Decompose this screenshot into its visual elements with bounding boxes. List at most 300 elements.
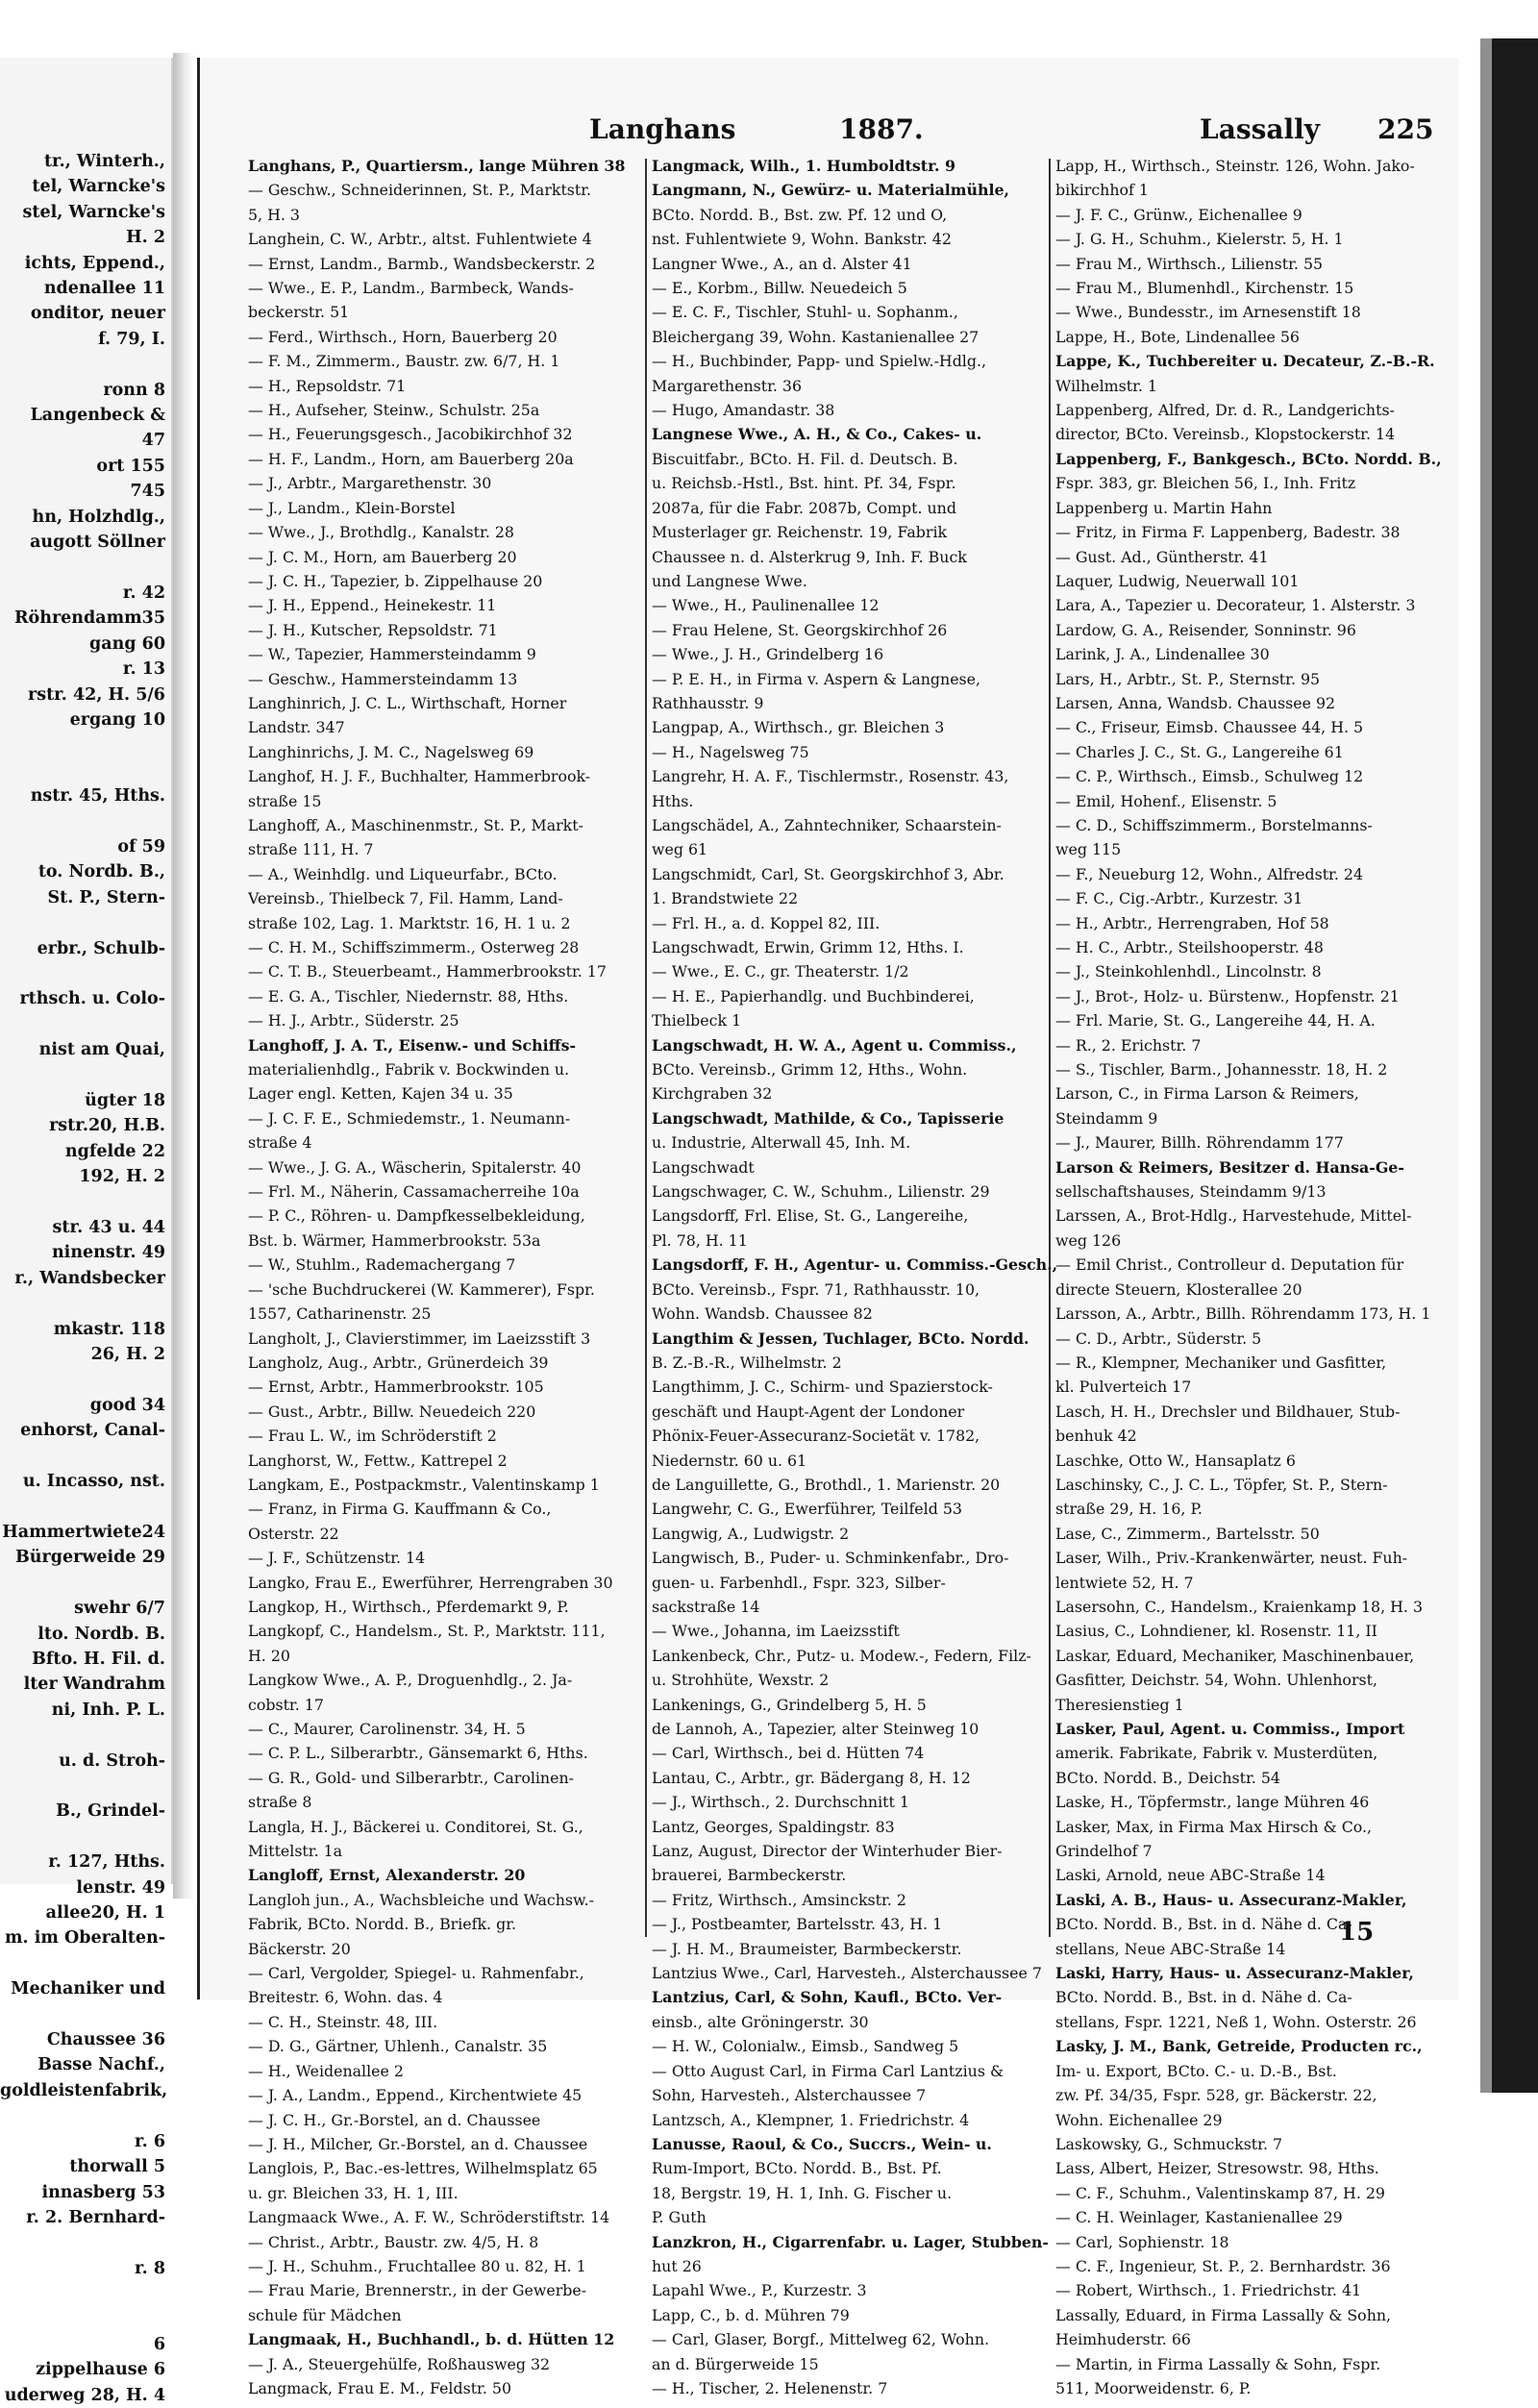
directory-entry: Bst. b. Wärmer, Hammerbrookstr. 53a xyxy=(248,1230,541,1250)
directory-entry: Langlois, P., Bac.-es-lettres, Wilhelmsplatz 65 xyxy=(248,2159,598,2178)
previous-page-line xyxy=(0,352,165,377)
directory-entry: materialienhdlg., Fabrik v. Bockwinden u. xyxy=(248,1060,570,1080)
directory-entry: Langwehr, C. G., Ewerführer, Teilfeld 53 xyxy=(652,1500,962,1519)
directory-entry: Langschmidt, Carl, St. Georgskirchhof 3, Abr. xyxy=(652,864,1005,883)
directory-entry: Laske, H., Töpfermstr., lange Mühren 46 xyxy=(1055,1793,1370,1812)
previous-page-line xyxy=(0,1825,165,1849)
directory-entry: Mittelstr. 1a xyxy=(248,1842,343,1861)
previous-page-line: Chaussee 36 xyxy=(46,2030,165,2050)
directory-entry: Langkow Wwe., A. P., Droguenhdlg., 2. Ja- xyxy=(248,1671,573,1690)
directory-entry: — Frl. Marie, St. G., Langereihe 44, H. A. xyxy=(1055,1011,1376,1030)
directory-entry: — J., Arbtr., Margarethenstr. 30 xyxy=(248,474,492,493)
directory-entry: Langhorst, W., Fettw., Kattrepel 2 xyxy=(248,1451,508,1470)
directory-entry: Laskowsky, G., Schmuckstr. 7 xyxy=(1055,2134,1283,2153)
directory-entry: — J. G. H., Schuhm., Kielerstr. 5, H. 1 xyxy=(1055,230,1344,249)
directory-entry: Larsen, Anna, Wandsb. Chaussee 92 xyxy=(1055,693,1336,712)
previous-page-line: lto. Nordb. B. xyxy=(37,1624,165,1644)
previous-page-line xyxy=(0,1368,165,1393)
directory-entry: Langmann, N., Gewürz- u. Materialmühle, xyxy=(652,181,1010,200)
previous-page-line: ergang 10 xyxy=(69,709,165,730)
previous-page-line: uderweg 28, H. 4 xyxy=(4,2385,165,2405)
directory-entry: 1. Brandstwiete 22 xyxy=(652,889,799,908)
previous-page-line xyxy=(0,2230,165,2255)
directory-entry: Rathhausstr. 9 xyxy=(652,693,764,712)
directory-entry: — J., Postbeamter, Bartelsstr. 43, H. 1 xyxy=(652,1915,943,1934)
previous-page-line: ronn 8 xyxy=(103,380,165,400)
directory-entry: Langschwadt xyxy=(652,1157,755,1177)
directory-entry: Steindamm 9 xyxy=(1055,1108,1158,1128)
previous-page-line: tr., Winterh., xyxy=(43,152,165,171)
previous-page-line: tel, Warncke's xyxy=(32,177,165,197)
directory-entry: Langthim & Jessen, Tuchlager, BCto. Nordd. xyxy=(652,1328,1029,1348)
previous-page-line: goldleistenfabrik, xyxy=(0,2080,168,2100)
directory-entry: — J. A., Steuergehülfe, Roßhausweg 32 xyxy=(248,2354,551,2373)
previous-page-line: str. 43 u. 44 xyxy=(52,1218,165,1238)
directory-entry: Hths. xyxy=(652,791,694,810)
previous-page-line: ichts, Eppend., xyxy=(24,253,165,273)
directory-entry: Lappenberg, F., Bankgesch., BCto. Nordd. B., xyxy=(1055,449,1442,468)
directory-entry: Margarethenstr. 36 xyxy=(652,376,803,395)
previous-page-line: ni, Inh. P. L. xyxy=(51,1700,165,1720)
previous-page-line xyxy=(0,1190,165,1215)
previous-page-line xyxy=(0,1444,165,1469)
directory-entry: — Otto August Carl, in Firma Carl Lantzius & xyxy=(652,2061,1005,2080)
previous-page-line: ügter 18 xyxy=(85,1091,165,1111)
directory-entry: Laschinsky, C., J. C. L., Töpfer, St. P., Stern- xyxy=(1055,1475,1388,1494)
directory-entry: — H., Weidenallee 2 xyxy=(248,2061,404,2080)
directory-entry: Langthimm, J. C., Schirm- und Spazierstock- xyxy=(652,1378,993,1397)
directory-entry: Langschädel, A., Zahntechniker, Schaarstein- xyxy=(652,815,1002,834)
directory-entry: — C. H. M., Schiffszimmerm., Osterweg 28 xyxy=(248,938,580,956)
directory-entry: Bäckerstr. 20 xyxy=(248,1939,351,1958)
directory-entry: 5, H. 3 xyxy=(248,205,300,224)
directory-entry: — H., Nagelsweg 75 xyxy=(652,742,809,761)
directory-entry: Lappenberg u. Martin Hahn xyxy=(1055,498,1273,517)
directory-column-1 xyxy=(248,154,652,2400)
directory-entry: Niedernstr. 60 u. 61 xyxy=(652,1451,807,1470)
directory-entry: — Frau M., Wirthsch., Lilienstr. 55 xyxy=(1055,254,1324,273)
directory-entry: cobstr. 17 xyxy=(248,1695,324,1714)
directory-entry: sellschaftshauses, Steindamm 9/13 xyxy=(1055,1182,1327,1202)
directory-entry: Lapp, C., b. d. Mühren 79 xyxy=(652,2305,850,2324)
directory-entry: — Frau Marie, Brennerstr., in der Gewerbe- xyxy=(248,2281,587,2300)
directory-entry: H. 20 xyxy=(248,1646,290,1665)
directory-entry: u. Reichsb.-Hstl., Bst. hint. Pf. 34, Fspr. xyxy=(652,474,956,493)
previous-page-line: nstr. 45, Hths. xyxy=(30,786,165,807)
directory-entry: de Lannoh, A., Tapezier, alter Steinweg 10 xyxy=(652,1720,980,1738)
directory-entry: Lasker, Paul, Agent. u. Commiss., Import xyxy=(1055,1720,1405,1738)
previous-page-line xyxy=(0,1495,165,1520)
directory-entry: Larink, J. A., Lindenallee 30 xyxy=(1055,645,1270,664)
directory-entry: Laski, Harry, Haus- u. Assecuranz-Makler, xyxy=(1055,1964,1414,1983)
previous-page-line: 192, H. 2 xyxy=(79,1167,165,1187)
directory-entry: Lantzius Wwe., Carl, Harvesteh., Alsterchaussee 7 xyxy=(652,1964,1042,1983)
directory-entry: — C. P., Wirthsch., Eimsb., Schulweg 12 xyxy=(1055,767,1364,786)
directory-entry: — Ernst, Arbtr., Hammerbrookstr. 105 xyxy=(248,1378,544,1397)
previous-page-line: u. d. Stroh- xyxy=(59,1750,165,1771)
directory-entry: Pl. 78, H. 11 xyxy=(652,1230,748,1250)
previous-page-line xyxy=(0,1012,165,1037)
directory-entry: — Fritz, in Firma F. Lappenberg, Badestr. 38 xyxy=(1055,523,1401,542)
directory-entry: Larssen, A., Brot-Hdlg., Harvestehude, Mittel- xyxy=(1055,1206,1412,1226)
directory-column-2 xyxy=(652,154,1058,2400)
header-right-catchword: Lassally xyxy=(1200,113,1321,145)
directory-entry: — Emil, Hohenf., Elisenstr. 5 xyxy=(1055,791,1278,810)
previous-page-line: Bürgerweide 29 xyxy=(15,1548,165,1568)
previous-page-line: r. 127, Hths. xyxy=(48,1852,165,1873)
directory-entry: — E. C. F., Tischler, Stuhl- u. Sophanm., xyxy=(652,303,958,322)
directory-entry: schule für Mädchen xyxy=(248,2305,402,2324)
previous-page-text xyxy=(0,149,168,2408)
directory-entry: Lass, Albert, Heizer, Stresowstr. 98, Hths. xyxy=(1055,2159,1379,2178)
directory-entry: — J. H. M., Braumeister, Barmbeckerstr. xyxy=(652,1939,962,1958)
directory-entry: — P. C., Röhren- u. Dampfkesselbekleidung, xyxy=(248,1206,585,1226)
directory-entry: Langhans, P., Quartiersm., lange Mühren 38 xyxy=(248,157,626,175)
directory-entry: director, BCto. Vereinsb., Klopstockerstr. 14 xyxy=(1055,425,1396,444)
previous-page-line: r. 42 xyxy=(122,583,165,603)
directory-entry: — Emil Christ., Controlleur d. Deputation für xyxy=(1055,1255,1404,1275)
directory-entry: Theresienstieg 1 xyxy=(1055,1695,1184,1714)
directory-entry: Langhoff, A., Maschinenmstr., St. P., Markt- xyxy=(248,815,583,834)
directory-entry: Langhoff, J. A. T., Eisenw.- und Schiffs- xyxy=(248,1035,577,1055)
previous-page-line: stel, Warncke's xyxy=(22,202,165,222)
previous-page-line: lter Wandrahm xyxy=(23,1675,165,1695)
directory-entry: — F. C., Cig.-Arbtr., Kurzestr. 31 xyxy=(1055,889,1303,908)
scan-border xyxy=(1480,38,1538,2093)
directory-entry: Thielbeck 1 xyxy=(652,1011,742,1030)
directory-entry: — Robert, Wirthsch., 1. Friedrichstr. 41 xyxy=(1055,2281,1362,2300)
directory-entry: brauerei, Barmbeckerstr. xyxy=(652,1866,847,1885)
directory-entry: beckerstr. 51 xyxy=(248,303,350,322)
directory-entry: — Frau Helene, St. Georgskirchhof 26 xyxy=(652,620,948,639)
directory-entry: Rum-Import, BCto. Nordd. B., Bst. Pf. xyxy=(652,2159,942,2178)
previous-page-line: m. im Oberalten- xyxy=(5,1928,165,1949)
previous-page-line: hn, Holzhdlg., xyxy=(32,507,165,527)
directory-entry: Biscuitfabr., BCto. H. Fil. d. Deutsch. B. xyxy=(652,449,958,468)
directory-entry: — J., Steinkohlenhdl., Lincolnstr. 8 xyxy=(1055,962,1322,981)
directory-entry: Langmack, Frau E. M., Feldstr. 50 xyxy=(248,2378,512,2397)
directory-entry: Lasch, H. H., Drechsler und Bildhauer, Stub- xyxy=(1055,1402,1401,1421)
directory-entry: Langwisch, B., Puder- u. Schminkenfabr., Dro- xyxy=(652,1549,1009,1568)
directory-entry: — J., Maurer, Billh. Röhrendamm 177 xyxy=(1055,1133,1344,1153)
directory-entry: Wohn. Wandsb. Chaussee 82 xyxy=(652,1304,873,1324)
directory-entry: — P. E. H., in Firma v. Aspern & Langnese, xyxy=(652,669,981,688)
directory-entry: Lappe, K., Tuchbereiter u. Decateur, Z.-B.-R. xyxy=(1055,352,1435,371)
directory-entry: Langsdorff, F. H., Agentur- u. Commiss.-Gesch., xyxy=(652,1255,1058,1275)
directory-entry: Langloff, Ernst, Alexanderstr. 20 xyxy=(248,1866,526,1885)
directory-entry: straße 8 xyxy=(248,1793,312,1812)
directory-entry: — Franz, in Firma G. Kauffmann & Co., xyxy=(248,1500,552,1519)
directory-entry: — J. A., Landm., Eppend., Kirchentwiete 45 xyxy=(248,2086,583,2105)
previous-page-line: thorwall 5 xyxy=(69,2157,165,2177)
directory-entry: Langko, Frau E., Ewerführer, Herrengraben 30 xyxy=(248,1573,613,1592)
previous-page-line: Mechaniker und xyxy=(11,1979,165,1999)
folio-signature: 15 xyxy=(1339,1918,1375,1947)
directory-entry: — Geschw., Schneiderinnen, St. P., Marktstr. xyxy=(248,181,592,200)
directory-entry: Lappe, H., Bote, Lindenallee 56 xyxy=(1055,327,1300,346)
directory-entry: Lanusse, Raoul, & Co., Succrs., Wein- u. xyxy=(652,2134,992,2153)
directory-entry: — Wwe., H., Paulinenallee 12 xyxy=(652,596,880,615)
directory-entry: — J., Wirthsch., 2. Durchschnitt 1 xyxy=(652,1793,909,1812)
directory-entry: Langnese Wwe., A. H., & Co., Cakes- u. xyxy=(652,425,982,444)
directory-entry: — Carl, Glaser, Borgf., Mittelweg 62, Wohn. xyxy=(652,2330,990,2349)
directory-entry: kl. Pulverteich 17 xyxy=(1055,1378,1192,1397)
directory-entry: — Wwe., J. G. A., Wäscherin, Spitalerstr. 40 xyxy=(248,1157,582,1177)
directory-entry: — J., Brot-, Holz- u. Bürstenw., Hopfenstr. 21 xyxy=(1055,986,1400,1005)
directory-entry: Larson & Reimers, Besitzer d. Hansa-Ge- xyxy=(1055,1157,1404,1177)
directory-entry: — R., 2. Erichstr. 7 xyxy=(1055,1035,1202,1055)
directory-entry: stellans, Neue ABC-Straße 14 xyxy=(1055,1939,1286,1958)
directory-entry: — H., Tischer, 2. Helenenstr. 7 xyxy=(652,2378,888,2397)
directory-entry: — Charles J. C., St. G., Langereihe 61 xyxy=(1055,742,1344,761)
directory-entry: hut 26 xyxy=(652,2256,702,2275)
directory-entry: straße 15 xyxy=(248,791,322,810)
previous-page-line: gang 60 xyxy=(89,633,165,654)
directory-entry: Chaussee n. d. Alsterkrug 9, Inh. F. Buck xyxy=(652,547,967,566)
directory-entry: — R., Klempner, Mechaniker und Gasfitter, xyxy=(1055,1353,1387,1372)
directory-entry: Wilhelmstr. 1 xyxy=(1055,376,1157,395)
directory-entry: Heimhuderstr. 66 xyxy=(1055,2330,1191,2349)
previous-page-line: B., Grindel- xyxy=(56,1801,165,1822)
directory-entry: — D. G., Gärtner, Uhlenh., Canalstr. 35 xyxy=(248,2037,548,2056)
previous-page-line: rstr.20, H.B. xyxy=(49,1116,165,1136)
previous-page-line xyxy=(0,961,165,986)
directory-entry: — Carl, Vergolder, Spiegel- u. Rahmenfabr., xyxy=(248,1964,584,1983)
directory-entry: Langholz, Aug., Arbtr., Grünerdeich 39 xyxy=(248,1353,549,1372)
directory-entry: Lasersohn, C., Handelsm., Kraienkamp 18, H. 3 xyxy=(1055,1597,1424,1616)
previous-page-line: Bfto. H. Fil. d. xyxy=(32,1649,165,1669)
directory-entry: Fspr. 383, gr. Bleichen 56, I., Inh. Fritz xyxy=(1055,474,1356,493)
directory-entry: Lasky, J. M., Bank, Getreide, Producten rc., xyxy=(1055,2037,1423,2056)
previous-page-line: rstr. 42, H. 5/6 xyxy=(28,684,165,705)
previous-page-line: allee20, H. 1 xyxy=(45,1903,165,1924)
running-header xyxy=(234,113,1434,152)
directory-entry: BCto. Vereinsb., Fspr. 71, Rathhausstr. 10, xyxy=(652,1279,980,1299)
directory-entry: lentwiete 52, H. 7 xyxy=(1055,1573,1194,1592)
directory-entry: Osterstr. 22 xyxy=(248,1524,339,1543)
previous-page-line: onditor, neuer xyxy=(30,304,165,324)
directory-entry: — F., Neueburg 12, Wohn., Alfredstr. 24 xyxy=(1055,864,1364,883)
directory-entry: — Carl, Wirthsch., bei d. Hütten 74 xyxy=(652,1744,925,1763)
directory-entry: Lara, A., Tapezier u. Decorateur, 1. Alsterstr. 3 xyxy=(1055,596,1416,615)
directory-entry: — Wwe., E. P., Landm., Barmbeck, Wands- xyxy=(248,279,574,298)
directory-entry: Langmaack Wwe., A. F. W., Schröderstiftstr. 14 xyxy=(248,2208,610,2227)
directory-entry: Lapahl Wwe., P., Kurzestr. 3 xyxy=(652,2281,867,2300)
directory-entry: B. Z.-B.-R., Wilhelmstr. 2 xyxy=(652,1353,842,1372)
previous-page-line: ort 155 xyxy=(96,456,165,476)
directory-entry: Lasker, Max, in Firma Max Hirsch & Co., xyxy=(1055,1817,1373,1836)
directory-entry: — H. F., Landm., Horn, am Bauerberg 20a xyxy=(248,449,574,468)
directory-entry: — W., Stuhlm., Rademachergang 7 xyxy=(248,1255,516,1275)
directory-entry: — Wwe., Johanna, im Laeizsstift xyxy=(652,1622,900,1641)
directory-entry: — J. H., Kutscher, Repsoldstr. 71 xyxy=(248,620,498,639)
directory-entry: Langschwadt, Mathilde, & Co., Tapisserie xyxy=(652,1108,1005,1128)
previous-page-line: St. P., Stern- xyxy=(47,887,165,907)
directory-entry: — Wwe., J. H., Grindelberg 16 xyxy=(652,645,884,664)
directory-entry: nst. Fuhlentwiete 9, Wohn. Bankstr. 42 xyxy=(652,230,952,249)
previous-page-line: innasberg 53 xyxy=(41,2182,165,2202)
directory-entry: Langschwager, C. W., Schuhm., Lilienstr. 29 xyxy=(652,1182,990,1202)
directory-column-3 xyxy=(1055,154,1459,2400)
directory-entry: bikirchhof 1 xyxy=(1055,181,1149,200)
directory-entry: — C. F., Schuhm., Valentinskamp 87, H. 29 xyxy=(1055,2183,1385,2202)
directory-entry: Musterlager gr. Reichenstr. 19, Fabrik xyxy=(652,523,948,542)
directory-entry: Laski, Arnold, neue ABC-Straße 14 xyxy=(1055,1866,1326,1885)
directory-entry: Langkam, E., Postpackmstr., Valentinskamp 1 xyxy=(248,1475,600,1494)
directory-entry: BCto. Vereinsb., Grimm 12, Hths., Wohn. xyxy=(652,1060,968,1080)
directory-entry: Lars, H., Arbtr., St. P., Sternstr. 95 xyxy=(1055,669,1321,688)
directory-entry: Larson, C., in Firma Larson & Reimers, xyxy=(1055,1084,1359,1104)
previous-page-line: nist am Quai, xyxy=(38,1040,165,1060)
directory-entry: — Gust. Ad., Güntherstr. 41 xyxy=(1055,547,1269,566)
directory-entry: — Frau M., Blumenhdl., Kirchenstr. 15 xyxy=(1055,279,1354,298)
directory-entry: — Frau L. W., im Schröderstift 2 xyxy=(248,1427,497,1446)
previous-page-line: r. 8 xyxy=(135,2258,165,2278)
directory-entry: Lapp, H., Wirthsch., Steinstr. 126, Wohn. Jako- xyxy=(1055,157,1415,175)
previous-page-line xyxy=(0,910,165,935)
previous-page-line: Hammertwiete24 xyxy=(2,1522,165,1542)
directory-entry: BCto. Nordd. B., Bst. in d. Nähe d. Ca- xyxy=(1055,1915,1352,1934)
directory-entry: — J. C. H., Gr.-Borstel, an d. Chaussee xyxy=(248,2110,541,2129)
directory-entry: Laschke, Otto W., Hansaplatz 6 xyxy=(1055,1451,1296,1470)
directory-entry: amerik. Fabrikate, Fabrik v. Musterdüten, xyxy=(1055,1744,1378,1763)
previous-page-line: 6 xyxy=(153,2334,165,2354)
directory-entry: an d. Bürgerweide 15 xyxy=(652,2354,819,2373)
directory-entry: einsb., alte Gröningerstr. 30 xyxy=(652,2012,869,2031)
directory-entry: Langhinrichs, J. M. C., Nagelsweg 69 xyxy=(248,742,534,761)
directory-entry: — J. F. C., Grünw., Eichenallee 9 xyxy=(1055,205,1302,224)
previous-page-line: mkastr. 118 xyxy=(53,1319,165,1339)
directory-entry: Phönix-Feuer-Assecuranz-Societät v. 1782, xyxy=(652,1427,980,1446)
directory-entry: Gasfitter, Deichstr. 54, Wohn. Uhlenhorst, xyxy=(1055,1671,1377,1690)
previous-page-line xyxy=(0,1063,165,1088)
previous-page-line xyxy=(0,758,165,783)
directory-entry: — Hugo, Amandastr. 38 xyxy=(652,401,835,420)
directory-entry: — Martin, in Firma Lassally & Sohn, Fspr. xyxy=(1055,2354,1381,2373)
directory-entry: — C., Maurer, Carolinenstr. 34, H. 5 xyxy=(248,1720,526,1738)
directory-entry: Langschwadt, H. W. A., Agent u. Commiss., xyxy=(652,1035,1017,1055)
directory-entry: straße 111, H. 7 xyxy=(248,840,374,859)
previous-page-line: enhorst, Canal- xyxy=(20,1421,165,1441)
previous-page-line: rthsch. u. Colo- xyxy=(19,989,165,1009)
directory-entry: P. Guth xyxy=(652,2208,707,2227)
directory-entry: — H., Arbtr., Herrengraben, Hof 58 xyxy=(1055,913,1329,932)
directory-entry: Fabrik, BCto. Nordd. B., Briefk. gr. xyxy=(248,1915,517,1934)
directory-entry: zw. Pf. 34/35, Fspr. 528, gr. Bäckerstr. 22, xyxy=(1055,2086,1377,2105)
previous-page-line xyxy=(0,2103,165,2128)
previous-page-line xyxy=(0,556,165,581)
directory-entry: benhuk 42 xyxy=(1055,1427,1137,1446)
previous-page-line: augott Söllner xyxy=(30,533,165,553)
directory-entry: — C. D., Schiffszimmerm., Borstelmanns- xyxy=(1055,815,1373,834)
directory-entry: — Wwe., E. C., gr. Theaterstr. 1/2 xyxy=(652,962,909,981)
previous-page-line: zippelhause 6 xyxy=(36,2360,165,2380)
previous-page-line: swehr 6/7 xyxy=(74,1599,165,1619)
previous-page-line: Röhrendamm35 xyxy=(14,608,165,629)
directory-entry: Langhein, C. W., Arbtr., altst. Fuhlentwiete 4 xyxy=(248,230,592,249)
directory-entry: Larsson, A., Arbtr., Billh. Röhrendamm 173, H. 1 xyxy=(1055,1304,1431,1324)
directory-entry: Langwig, A., Ludwigstr. 2 xyxy=(652,1524,850,1543)
previous-page-line: f. 79, I. xyxy=(98,329,165,349)
directory-entry: Langla, H. J., Bäckerei u. Conditorei, St. G., xyxy=(248,1817,583,1836)
previous-page-line xyxy=(0,732,165,757)
directory-entry: Laskar, Eduard, Mechaniker, Maschinenbauer, xyxy=(1055,1646,1415,1665)
directory-entry: Langmack, Wilh., 1. Humboldtstr. 9 xyxy=(652,157,955,175)
directory-entry: — Gust., Arbtr., Billw. Neuedeich 220 xyxy=(248,1402,536,1421)
directory-entry: Lappenberg, Alfred, Dr. d. R., Landgerichts- xyxy=(1055,401,1395,420)
previous-page-line: of 59 xyxy=(117,836,165,856)
directory-entry: — Ernst, Landm., Barmb., Wandsbeckerstr. 2 xyxy=(248,254,596,273)
directory-entry: stellans, Fspr. 1221, Neß 1, Wohn. Osterstr. 26 xyxy=(1055,2012,1417,2031)
directory-entry: Langhinrich, J. C. L., Wirthschaft, Horner xyxy=(248,693,567,712)
directory-entry: — C. F., Ingenieur, St. P., 2. Bernhardstr. 36 xyxy=(1055,2256,1391,2275)
directory-entry: Langner Wwe., A., an d. Alster 41 xyxy=(652,254,912,273)
directory-entry: Lantau, C., Arbtr., gr. Bädergang 8, H. 12 xyxy=(652,1768,971,1787)
previous-page-line xyxy=(0,1951,165,1976)
directory-entry: Lassally, Eduard, in Firma Lassally & Sohn, xyxy=(1055,2305,1392,2324)
directory-entry: — H., Buchbinder, Papp- und Spielw.-Hdlg., xyxy=(652,352,987,371)
directory-entry: Langpap, A., Wirthsch., gr. Bleichen 3 xyxy=(652,718,945,737)
directory-entry: Lankenings, G., Grindelberg 5, H. 5 xyxy=(652,1695,927,1714)
directory-entry: — H. W., Colonialw., Eimsb., Sandweg 5 xyxy=(652,2037,959,2056)
directory-entry: Laser, Wilh., Priv.-Krankenwärter, neust. Fuh- xyxy=(1055,1549,1408,1568)
directory-entry: u. gr. Bleichen 33, H. 1, III. xyxy=(248,2183,459,2202)
previous-page-line: r., Wandsbecker xyxy=(14,1268,165,1288)
directory-entry: — J. C. H., Tapezier, b. Zippelhause 20 xyxy=(248,571,543,590)
directory-entry: — H. E., Papierhandlg. und Buchbinderei, xyxy=(652,986,975,1005)
previous-page-line xyxy=(0,1291,165,1316)
directory-entry: 2087a, für die Fabr. 2087b, Compt. und xyxy=(652,498,956,517)
directory-entry: — J. H., Schuhm., Fruchtallee 80 u. 82, H. 1 xyxy=(248,2256,586,2275)
directory-entry: — J. H., Eppend., Heinekestr. 11 xyxy=(248,596,497,615)
directory-entry: — Frl. M., Näherin, Cassamacherreihe 10a xyxy=(248,1182,580,1202)
directory-entry: — J. C. F. E., Schmiedemstr., 1. Neumann- xyxy=(248,1108,571,1128)
directory-entry: Vereinsb., Thielbeck 7, Fil. Hamm, Land- xyxy=(248,889,563,908)
previous-page-line: ninenstr. 49 xyxy=(51,1243,165,1263)
directory-entry: — H. J., Arbtr., Süderstr. 25 xyxy=(248,1011,459,1030)
directory-entry: — 'sche Buchdruckerei (W. Kammerer), Fspr. xyxy=(248,1279,595,1299)
previous-page-line: 745 xyxy=(130,482,165,502)
previous-page-line: Basse Nachf., xyxy=(37,2055,165,2075)
directory-entry: Langschwadt, Erwin, Grimm 12, Hths. I. xyxy=(652,938,964,956)
directory-entry: — C. H., Steinstr. 48, III. xyxy=(248,2012,438,2031)
directory-entry: Lager engl. Ketten, Kajen 34 u. 35 xyxy=(248,1084,513,1104)
directory-entry: straße 29, H. 16, P. xyxy=(1055,1500,1203,1519)
directory-entry: directe Steuern, Klosterallee 20 xyxy=(1055,1279,1302,1299)
directory-entry: — H., Feuerungsgesch., Jacobikirchhof 32 xyxy=(248,425,573,444)
directory-entry: Langkop, H., Wirthsch., Pferdemarkt 9, P. xyxy=(248,1597,569,1616)
directory-entry: — A., Weinhdlg. und Liqueurfabr., BCto. xyxy=(248,864,558,883)
previous-page-line: good 34 xyxy=(89,1395,165,1415)
directory-entry: — J. C. M., Horn, am Bauerberg 20 xyxy=(248,547,517,566)
page-number: 225 xyxy=(1377,113,1434,145)
directory-entry: — C. D., Arbtr., Süderstr. 5 xyxy=(1055,1328,1262,1348)
directory-entry: — Wwe., J., Brothdlg., Kanalstr. 28 xyxy=(248,523,514,542)
directory-page xyxy=(197,58,1459,2397)
directory-entry: Wohn. Eichenallee 29 xyxy=(1055,2110,1223,2129)
directory-entry: geschäft und Haupt-Agent der Londoner xyxy=(652,1402,965,1421)
directory-entry: Grindelhof 7 xyxy=(1055,1842,1153,1861)
directory-entry: sackstraße 14 xyxy=(652,1597,760,1616)
directory-entry: Lankenbeck, Chr., Putz- u. Modew.-, Federn, Filz- xyxy=(652,1646,1031,1665)
directory-entry: BCto. Nordd. B., Bst. zw. Pf. 12 und O, xyxy=(652,205,948,224)
directory-entry: — J., Landm., Klein-Borstel xyxy=(248,498,456,517)
directory-entry: — H., Repsoldstr. 71 xyxy=(248,376,407,395)
previous-page-line: r. 13 xyxy=(122,659,165,680)
previous-page-line xyxy=(0,1774,165,1799)
directory-entry: de Languillette, G., Brothdl., 1. Marienstr. 20 xyxy=(652,1475,1001,1494)
header-left-catchword: Langhans xyxy=(589,113,736,145)
